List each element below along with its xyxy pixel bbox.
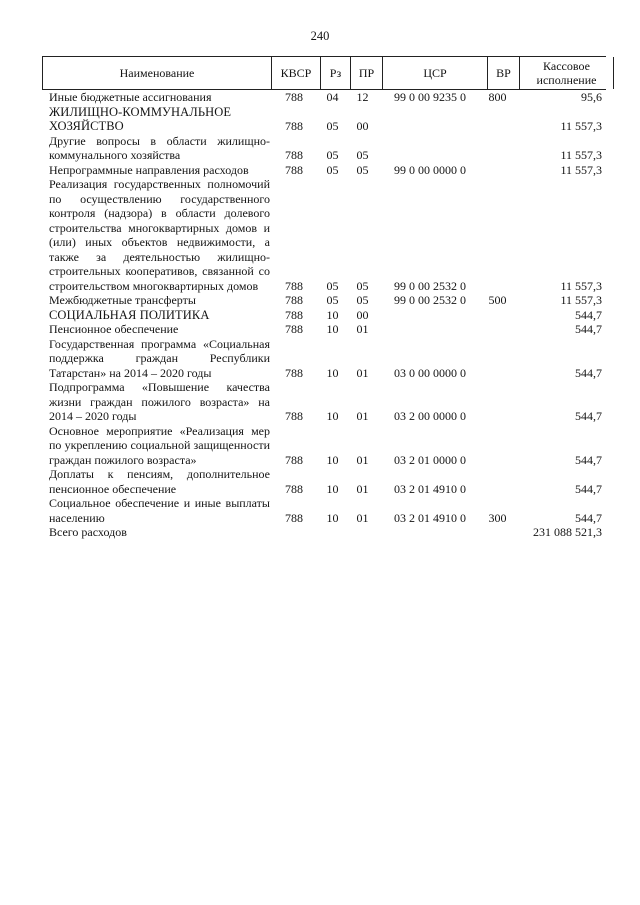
row-name: Реализация государственных полномочий по осуществлению государственного контроля (надзора) в области долевого строительства многоквартирных домов и (или) иных объектов недвижимости, а также за деятельностью жилищно-строительных кооперативов, связанной со строительством многоквартирных домов: [49, 177, 270, 293]
row-kvsr: 788: [285, 293, 303, 307]
header-pr: ПР: [350, 57, 382, 89]
row-rz: 10: [326, 409, 339, 423]
row-csr: 03 2 00 0000 0: [394, 409, 466, 423]
row-kvsr: 788: [285, 481, 303, 496]
row-kvsr: 788: [285, 452, 303, 467]
table-row: [42, 90, 606, 105]
row-kvsr: 788: [285, 322, 303, 336]
row-rz: 05: [326, 162, 339, 177]
row-name: Другие вопросы в области жилищно-коммунального хозяйства: [49, 133, 270, 162]
row-amount: 544,7: [575, 322, 602, 336]
row-pr: 01: [356, 409, 369, 423]
row-name: Пенсионное обеспечение: [49, 322, 179, 336]
row-amount: 11 557,3: [560, 148, 602, 162]
row-pr: 01: [356, 322, 369, 336]
row-name: Иные бюджетные ассигнования: [49, 90, 212, 104]
row-pr: 05: [356, 293, 369, 307]
row-amount: 11 557,3: [560, 119, 602, 133]
row-csr: 99 0 00 2532 0: [394, 293, 466, 307]
row-pr: 00: [356, 307, 369, 322]
row-vr: 300: [488, 510, 507, 525]
total-amount: 231 088 521,3: [533, 525, 602, 539]
total-row: [42, 525, 606, 540]
row-csr: 03 0 00 0000 0: [394, 365, 466, 380]
table-row: [42, 105, 606, 134]
table-body: [42, 90, 606, 540]
row-csr: 03 2 01 0000 0: [394, 452, 466, 467]
row-pr: 05: [356, 162, 369, 177]
row-kvsr: 788: [285, 162, 303, 177]
row-kvsr: 788: [285, 90, 303, 104]
row-rz: 10: [326, 365, 339, 380]
row-rz: 05: [326, 293, 339, 307]
row-amount: 544,7: [575, 510, 602, 525]
header-vr: ВР: [487, 57, 519, 89]
row-vr: 800: [488, 90, 507, 104]
row-pr: 05: [356, 278, 369, 293]
row-csr: 03 2 01 4910 0: [394, 510, 466, 525]
row-rz: 10: [326, 452, 339, 467]
row-pr: 01: [356, 510, 369, 525]
header-rz: Рз: [320, 57, 350, 89]
budget-table: [42, 56, 606, 540]
header-kassovoe-ispolnenie: Кассовое исполнение: [519, 57, 614, 89]
row-rz: 05: [326, 148, 339, 162]
total-label: Всего расходов: [49, 525, 127, 539]
row-csr: 03 2 01 4910 0: [394, 481, 466, 496]
row-amount: 544,7: [575, 452, 602, 467]
page-number: 240: [310, 29, 330, 43]
row-rz: 05: [326, 278, 339, 293]
row-name: Непрограммные направления расходов: [49, 162, 249, 177]
row-rz: 05: [326, 119, 339, 133]
row-kvsr: 788: [285, 365, 303, 380]
row-kvsr: 788: [285, 510, 303, 525]
row-vr: 500: [488, 293, 507, 307]
table-row: [42, 177, 606, 293]
row-name: СОЦИАЛЬНАЯ ПОЛИТИКА: [49, 307, 210, 322]
row-name: Государственная программа «Социальная поддержка граждан Республики Татарстан» на 2014 – 2020 годы: [49, 336, 270, 380]
row-pr: 05: [356, 148, 369, 162]
row-kvsr: 788: [285, 409, 303, 423]
row-amount: 544,7: [575, 481, 602, 496]
row-pr: 00: [356, 119, 369, 133]
header-csr: ЦСР: [382, 57, 487, 89]
row-amount: 544,7: [575, 365, 602, 380]
header-name: Наименование: [42, 57, 271, 89]
row-pr: 01: [356, 452, 369, 467]
row-csr: 99 0 00 0000 0: [394, 162, 466, 177]
row-rz: 10: [326, 322, 339, 336]
table-row: [42, 163, 606, 178]
table-row: [42, 496, 606, 525]
row-name: Подпрограмма «Повышение качества жизни граждан пожилого возраста» на 2014 – 2020 годы: [49, 380, 270, 423]
table-row: [42, 293, 606, 308]
row-amount: 11 557,3: [560, 162, 602, 177]
row-csr: 99 0 00 2532 0: [394, 278, 466, 293]
row-amount: 544,7: [575, 307, 602, 322]
table-row: [42, 467, 606, 496]
row-csr: 99 0 00 9235 0: [394, 90, 466, 104]
row-rz: 10: [326, 307, 339, 322]
table-row: [42, 380, 606, 424]
row-pr: 12: [356, 90, 369, 104]
row-name: Социальное обеспечение и иные выплаты населению: [49, 496, 270, 525]
row-kvsr: 788: [285, 307, 303, 322]
row-amount: 95,6: [581, 90, 602, 104]
table-row: [42, 308, 606, 323]
table-row: [42, 337, 606, 381]
row-name: Основное мероприятие «Реализация мер по укреплению социальной защищенности граждан пожилого возраста»: [49, 423, 270, 467]
row-pr: 01: [356, 481, 369, 496]
table-header: [42, 56, 606, 90]
row-name: ЖИЛИЩНО-КОММУНАЛЬНОЕ ХОЗЯЙСТВО: [49, 104, 232, 133]
row-amount: 11 557,3: [560, 293, 602, 307]
header-kvsr: КВСР: [271, 57, 320, 89]
row-name: Доплаты к пенсиям, дополнительное пенсионное обеспечение: [49, 467, 270, 496]
row-amount: 11 557,3: [560, 278, 602, 293]
table-row: [42, 134, 606, 163]
row-kvsr: 788: [285, 278, 303, 293]
row-name: Межбюджетные трансферты: [49, 293, 196, 307]
row-pr: 01: [356, 365, 369, 380]
row-rz: 10: [326, 481, 339, 496]
row-rz: 10: [326, 510, 339, 525]
table-row: [42, 322, 606, 337]
row-amount: 544,7: [575, 409, 602, 423]
row-rz: 04: [326, 90, 339, 104]
row-kvsr: 788: [285, 119, 303, 133]
row-kvsr: 788: [285, 148, 303, 162]
table-row: [42, 424, 606, 468]
